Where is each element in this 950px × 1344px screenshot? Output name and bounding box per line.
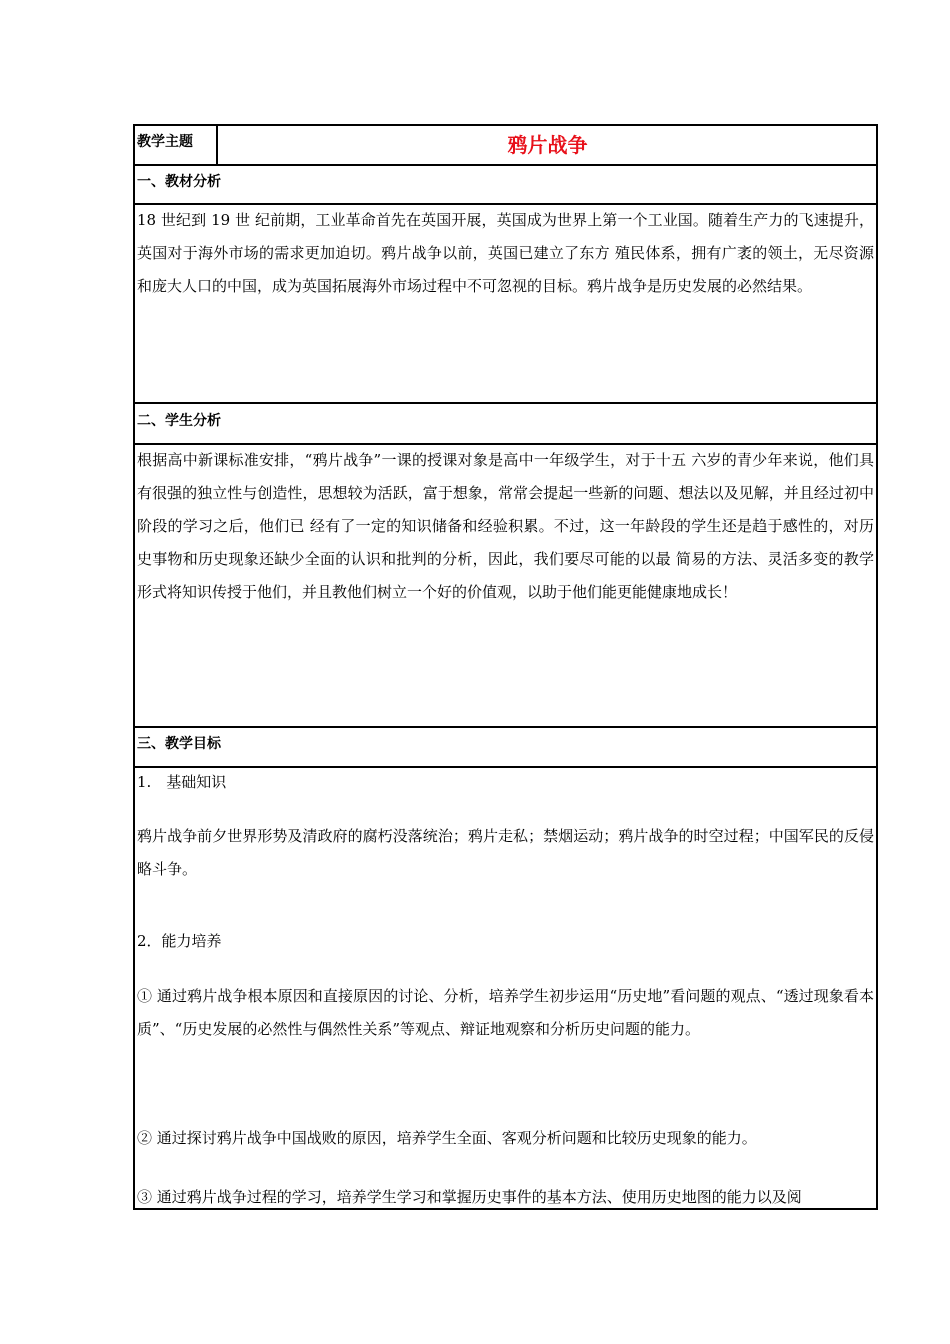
divider	[135, 726, 876, 728]
analysis-text: 18 世纪到 19 世 纪前期，工业革命首先在英国开展，英国成为世界上第一个工业国。随着生产力的飞速提升，英国对于海外市场的需求更加迫切。鸦片战争以前，英国已建立了东方 殖民体系，拥有广袤的领土，无尽资源和庞大人口的中国，成为英国拓展海外市场过程中不可忽视的目标。鸦片战争是历史发展的必然结果。	[137, 211, 874, 295]
students-text: 根据高中新课标准安排，“鸦片战争”一课的授课对象是高中一年级学生，对于十五 六岁的青少年来说，他们具有很强的独立性与创造性，思想较为活跃，富于想象，常常会提起一些新的问题、想法以及见解，并且经过初中阶段的学习之后，他们已 经有了一定的知识储备和经验积累。不过，这一年龄段的学生还是趋于感性的，对历史事物和历史现象还缺少全面的认识和批判的分析，因此，我们要尽可能的以最 简易的方法、灵活多变的教学形式将知识传授于他们，并且教他们树立一个好的价值观，以助于他们能更能健康地成长！	[137, 451, 874, 601]
divider	[135, 402, 876, 404]
ability-point-3: ③ 通过鸦片战争过程的学习，培养学生学习和掌握历史事件的基本方法、使用历史地图的能力以及阅	[137, 1188, 802, 1206]
section-heading-analysis: 一、教材分析	[137, 174, 221, 190]
divider	[135, 164, 876, 166]
goals-item-ability-title: 2．能力培养	[137, 932, 222, 950]
topic-label: 教学主题	[137, 134, 193, 150]
goals-item-basic-title: 1. 基础知识	[137, 773, 227, 791]
ability-point-2: ② 通过探讨鸦片战争中国战败的原因，培养学生全面、客观分析问题和比较历史现象的能力。	[137, 1129, 757, 1147]
goals-item-basic-text: 鸦片战争前夕世界形势及清政府的腐朽没落统治；鸦片走私；禁烟运动；鸦片战争的时空过程；中国军民的反侵略斗争。	[137, 827, 874, 878]
topic-divider	[216, 126, 218, 164]
divider	[135, 766, 876, 768]
section-heading-goals: 三、教学目标	[137, 736, 221, 752]
lesson-plan-table	[133, 124, 878, 1210]
ability-point-1: ① 通过鸦片战争根本原因和直接原因的讨论、分析，培养学生初步运用“历史地”看问题的观点、“透过现象看本质”、“历史发展的必然性与偶然性关系”等观点、辩证地观察和分析历史问题的能力。	[137, 987, 874, 1038]
section-heading-students: 二、学生分析	[137, 413, 221, 429]
topic-title: 鸦片战争	[507, 133, 588, 157]
